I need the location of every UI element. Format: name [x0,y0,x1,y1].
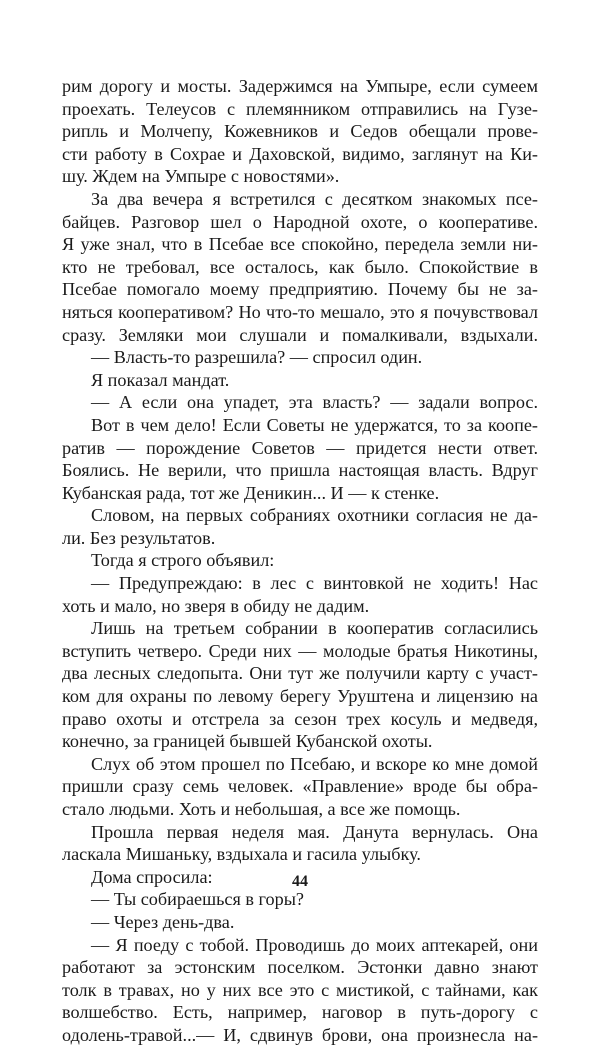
text-line: Прошла первая неделя мая. Данута вернулась. Она [91,821,538,842]
text-line: — Власть-то разрешила? — спросил один. [91,347,423,368]
text-line: Я показал мандат. [91,369,230,390]
text-line: — Предупреждаю: в лес с винтовкой не ходить! Нас [91,573,538,594]
text-line: кто не требовал, все осталось, как было. Спокойствие в [62,256,538,277]
text-line: ратив — порождение Советов — придется нести ответ. [62,437,538,458]
text-line: За два вечера я встретился с десятком знакомых псе- [91,188,538,209]
text-line: хоть и мало, но зверя в обиду не дадим. [62,595,370,616]
text-line: Вот в чем дело! Если Советы не удержатся, то за коопе- [91,414,538,435]
text-line: волшебство. Есть, например, наговор в путь-дорогу с [62,1002,538,1023]
text-line: работают за эстонским поселком. Эстонки давно знают [62,957,538,978]
text-line: толк в травах, но у них все это с мистикой, с тайнами, как [62,979,538,1000]
text-line: ком для охраны по левому берегу Уруштена и лицензию на [62,686,538,707]
text-line: байцев. Разговор шел о Народной охоте, о кооперативе. [62,211,538,232]
page-body-text [62,75,538,1047]
text-line: одолень-травой...— И, сдвинув брови, она произнесла на- [62,1024,538,1045]
text-line: Лишь на третьем собрании в кооператив согласились [91,618,538,639]
text-line: ли. Без результатов. [62,527,216,548]
page-number: 44 [292,873,308,890]
text-line: — Ты собираешься в горы? [91,889,305,910]
text-line: Я уже знал, что в Псебае все спокойно, передела земли ни- [62,234,538,255]
text-line: — А если она упадет, эта власть? — задали вопрос. [91,392,538,413]
text-line: право охоты и отстрела за сезон трех косуль и медведя, [62,708,538,729]
text-line: сразу. Земляки мои слушали и помалкивали, вздыхали. [62,324,538,345]
text-line: Боялись. Не верили, что пришла настоящая власть. Вдруг [62,460,538,481]
text-line: Псебае помогало моему предприятию. Почему бы не за- [62,279,538,300]
text-line: пришли сразу семь человек. «Правление» вроде бы обра- [62,776,538,797]
text-line: проехать. Телеусов с племянником отправились на Гузе- [62,98,538,119]
text-line: конечно, за границей бывшей Кубанской охоты. [62,731,433,752]
text-line: два лесных следопыта. Они тут же получили карту с участ- [62,663,538,684]
text-line: Слух об этом прошел по Псебаю, и вскоре ко мне домой [91,753,538,774]
text-line: Кубанская рада, тот же Деникин... И — к стенке. [62,482,440,503]
text-line: рим дорогу и мосты. Задержимся на Умпыре, если сумеем [62,76,538,96]
text-line: Словом, на первых собраниях охотники согласия не да- [91,505,538,526]
text-line: стало людьми. Хоть и небольшая, а все же помощь. [62,799,461,819]
text-line: сти работу в Сохрае и Даховской, видимо, заглянут на Ки- [62,143,538,164]
text-line: — Через день-два. [91,911,235,932]
text-line: Дома спросила: [91,866,213,887]
text-line: Тогда я строго объявил: [91,550,275,571]
text-line: вступить четверо. Среди них — молодые братья Никотины, [62,640,538,661]
text-line: — Я поеду с тобой. Проводишь до моих аптекарей, они [91,934,538,955]
text-line: рипль и Молчепу, Кожевников и Седов обещали прове- [62,121,538,142]
text-line: няться кооперативом? Но что-то мешало, это я почувствовал [62,301,538,322]
text-line: шу. Ждем на Умпыре с новостями». [62,166,340,187]
text-line: ласкала Мишаньку, вздыхала и гасила улыбку. [62,844,421,865]
